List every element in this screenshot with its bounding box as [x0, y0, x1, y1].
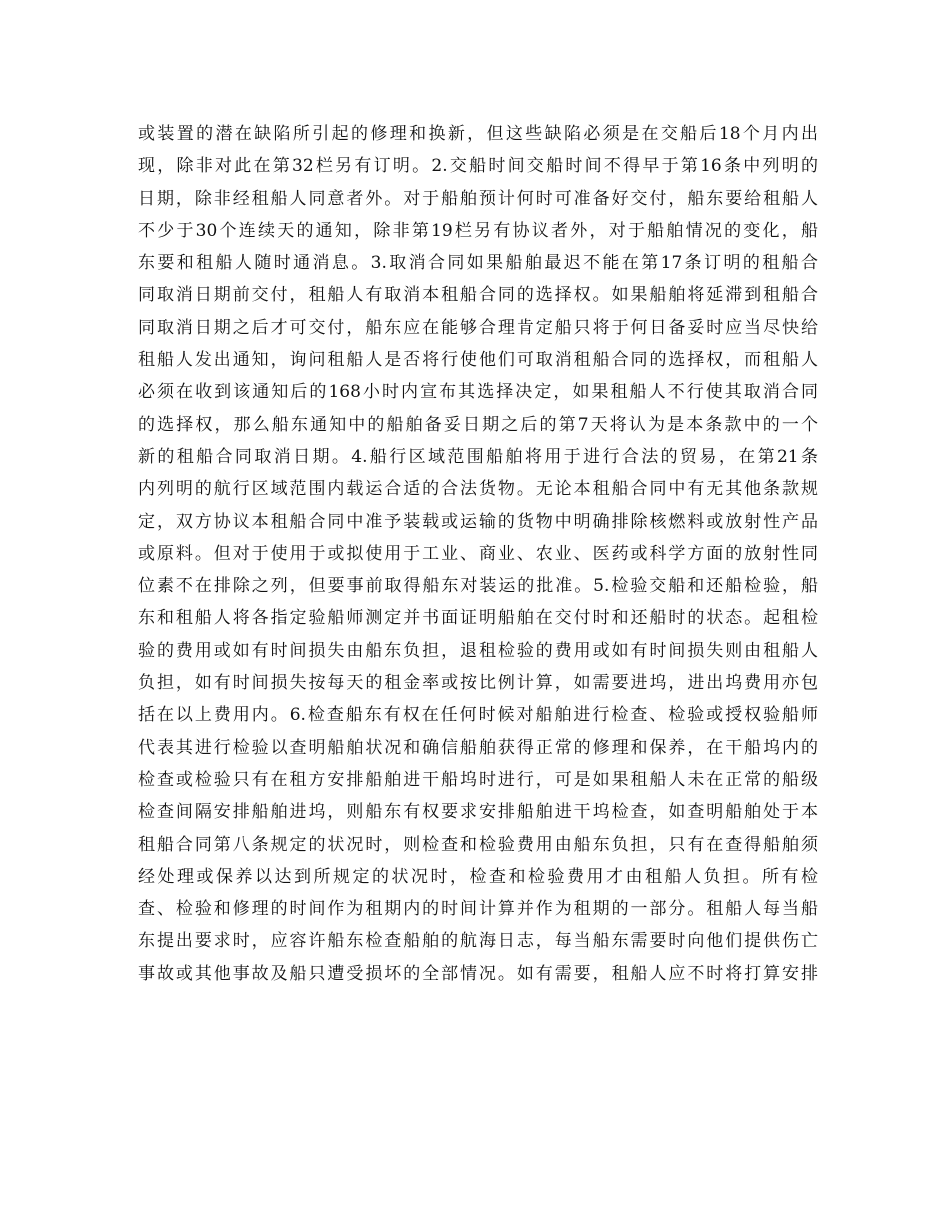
text-line: 同取消日期前交付，租船人有取消本租船合同的选择权。如果船舶将延滞到租船合: [138, 285, 818, 306]
text-line: 的选择权，那么船东通知中的船舶备妥日期之后的第7天将认为是本条款中的一个: [138, 414, 818, 435]
text-line: 必须在收到该通知后的168小时内宣布其选择决定，如果租船人不行使其取消合同: [138, 382, 818, 403]
text-line: 同取消日期之后才可交付，船东应在能够合理肯定船只将于何日备妥时应当尽快给: [138, 317, 818, 338]
text-line: 括在以上费用内。6.检查船东有权在任何时候对船舶进行检查、检验或授权验船师: [138, 705, 818, 726]
text-line: 租船人发出通知，询问租船人是否将行使他们可取消租船合同的选择权，而租船人: [138, 350, 818, 371]
text-line: 租船合同第八条规定的状况时，则检查和检验费用由船东负担，只有在查得船舶须: [138, 834, 818, 855]
text-line: 经处理或保养以达到所规定的状况时，检查和检验费用才由租船人负担。所有检: [138, 866, 818, 887]
text-line: 事故或其他事故及船只遭受损坏的全部情况。如有需要，租船人应不时将打算安排: [138, 963, 818, 984]
text-line: 或装置的潜在缺陷所引起的修理和换新，但这些缺陷必须是在交船后18个月内出: [138, 124, 818, 144]
text-line: 东提出要求时，应容许船东检查船舶的航海日志，每当船东需要时向他们提供伤亡: [138, 931, 818, 952]
text-line: 东要和租船人随时通消息。3.取消合同如果船舶最迟不能在第17条订明的租船合: [138, 253, 818, 274]
text-line: 或原料。但对于使用于或拟使用于工业、商业、农业、医药或科学方面的放射性同: [138, 543, 818, 564]
text-line: 新的租船合同取消日期。4.船行区域范围船舶将用于进行合法的贸易，在第21条: [138, 446, 818, 467]
text-line: 检查间隔安排船舶进坞，则船东有权要求安排船舶进干坞检查，如查明船舶处于本: [138, 802, 818, 823]
text-line: 现，除非对此在第32栏另有订明。2.交船时间交船时间不得早于第16条中列明的: [138, 156, 818, 177]
text-line: 日期，除非经租船人同意者外。对于船舶预计何时可准备好交付，船东要给租船人: [138, 188, 818, 209]
text-line: 代表其进行检验以查明船舶状况和确信船舶获得正常的修理和保养，在干船坞内的: [138, 737, 818, 758]
text-line: 检查或检验只有在租方安排船舶进干船坞时进行，可是如果租船人未在正常的船级: [138, 769, 818, 790]
text-line: 验的费用或如有时间损失由船东负担，退租检验的费用或如有时间损失则由租船人: [138, 640, 818, 661]
body-text: [138, 118, 818, 990]
text-line: 东和租船人将各指定验船师测定并书面证明船舶在交付时和还船时的状态。起租检: [138, 608, 818, 629]
text-line: 位素不在排除之列，但要事前取得船东对装运的批准。5.检验交船和还船检验，船: [138, 576, 818, 597]
text-line: 不少于30个连续天的通知，除非第19栏另有协议者外，对于船舶情况的变化，船: [138, 220, 818, 241]
text-line: 查、检验和修理的时间作为租期内的时间计算并作为租期的一部分。租船人每当船: [138, 899, 818, 920]
text-line: 定，双方协议本租船合同中准予装载或运输的货物中明确排除核燃料或放射性产品: [138, 511, 818, 532]
text-line: 内列明的航行区域范围内载运合适的合法货物。无论本租船合同中有无其他条款规: [138, 479, 818, 500]
text-line: 负担，如有时间损失按每天的租金率或按比例计算，如需要进坞，进出坞费用亦包: [138, 673, 818, 694]
